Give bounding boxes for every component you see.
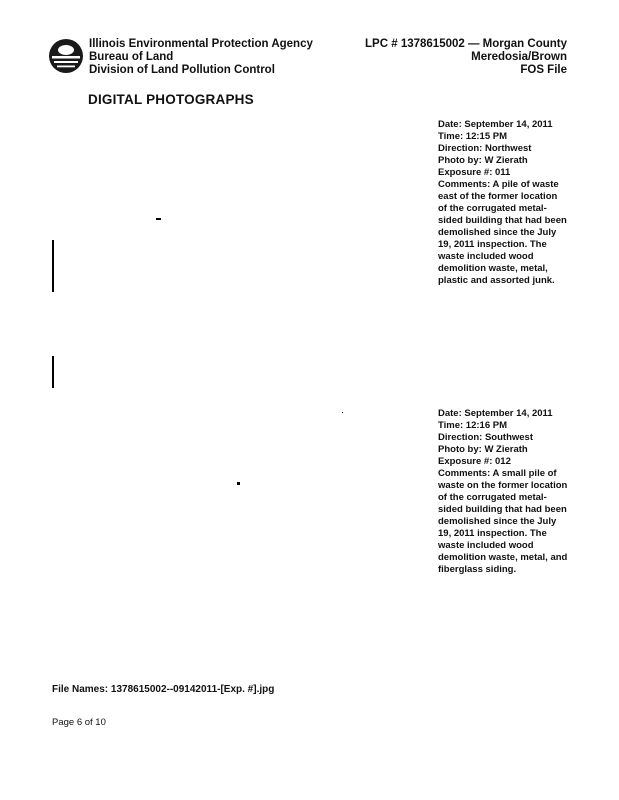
photo-comments: Comments: A pile of waste east of the former location of the corrugated metal-sided building that had been demolished since the July 19, 2011 inspection. The waste included wood demolition waste, metal, plastic and assorted junk. (438, 179, 567, 286)
photo-time: Time: 12:16 PM (438, 420, 507, 431)
photo-exposure: Exposure #: 012 (438, 456, 511, 467)
page-number: Page 6 of 10 (52, 717, 106, 728)
site-location: Meredosia/Brown (471, 51, 567, 63)
agency-name: Illinois Environmental Protection Agency (89, 38, 313, 50)
file-type: FOS File (520, 64, 567, 76)
agency-block (89, 38, 313, 77)
photo-date: Date: September 14, 2011 (438, 119, 553, 130)
file-names: File Names: 1378615002--09142011-[Exp. #].jpg (52, 684, 275, 695)
lpc-block (365, 38, 567, 77)
photo-direction: Direction: Southwest (438, 432, 534, 443)
photo-date: Date: September 14, 2011 (438, 408, 553, 419)
page-title: DIGITAL PHOTOGRAPHS (88, 92, 254, 107)
photo-2-area (48, 400, 408, 670)
photo-direction: Direction: Northwest (438, 143, 532, 154)
photo-1-caption (438, 119, 568, 287)
photo-2-caption (438, 408, 568, 576)
photo-by: Photo by: W Zierath (438, 444, 528, 455)
division-name: Division of Land Pollution Control (89, 64, 275, 76)
photo-time: Time: 12:15 PM (438, 131, 507, 142)
photo-artifact (156, 218, 161, 220)
bureau-name: Bureau of Land (89, 51, 174, 63)
illinois-epa-logo-icon (48, 38, 84, 74)
photo-artifact (342, 412, 343, 413)
photo-1-area (48, 112, 408, 382)
photo-exposure: Exposure #: 011 (438, 167, 511, 178)
photo-artifact (52, 240, 54, 292)
lpc-number: LPC # 1378615002 — Morgan County (365, 38, 567, 50)
photo-artifact (52, 356, 54, 388)
photo-artifact (237, 482, 240, 485)
photo-comments: Comments: A small pile of waste on the former location of the corrugated metal-sided building that had been demolished since the July 19, 2011 inspection. The waste included wood demolition waste, metal, and fiberglass siding. (438, 468, 568, 575)
photo-by: Photo by: W Zierath (438, 155, 528, 166)
